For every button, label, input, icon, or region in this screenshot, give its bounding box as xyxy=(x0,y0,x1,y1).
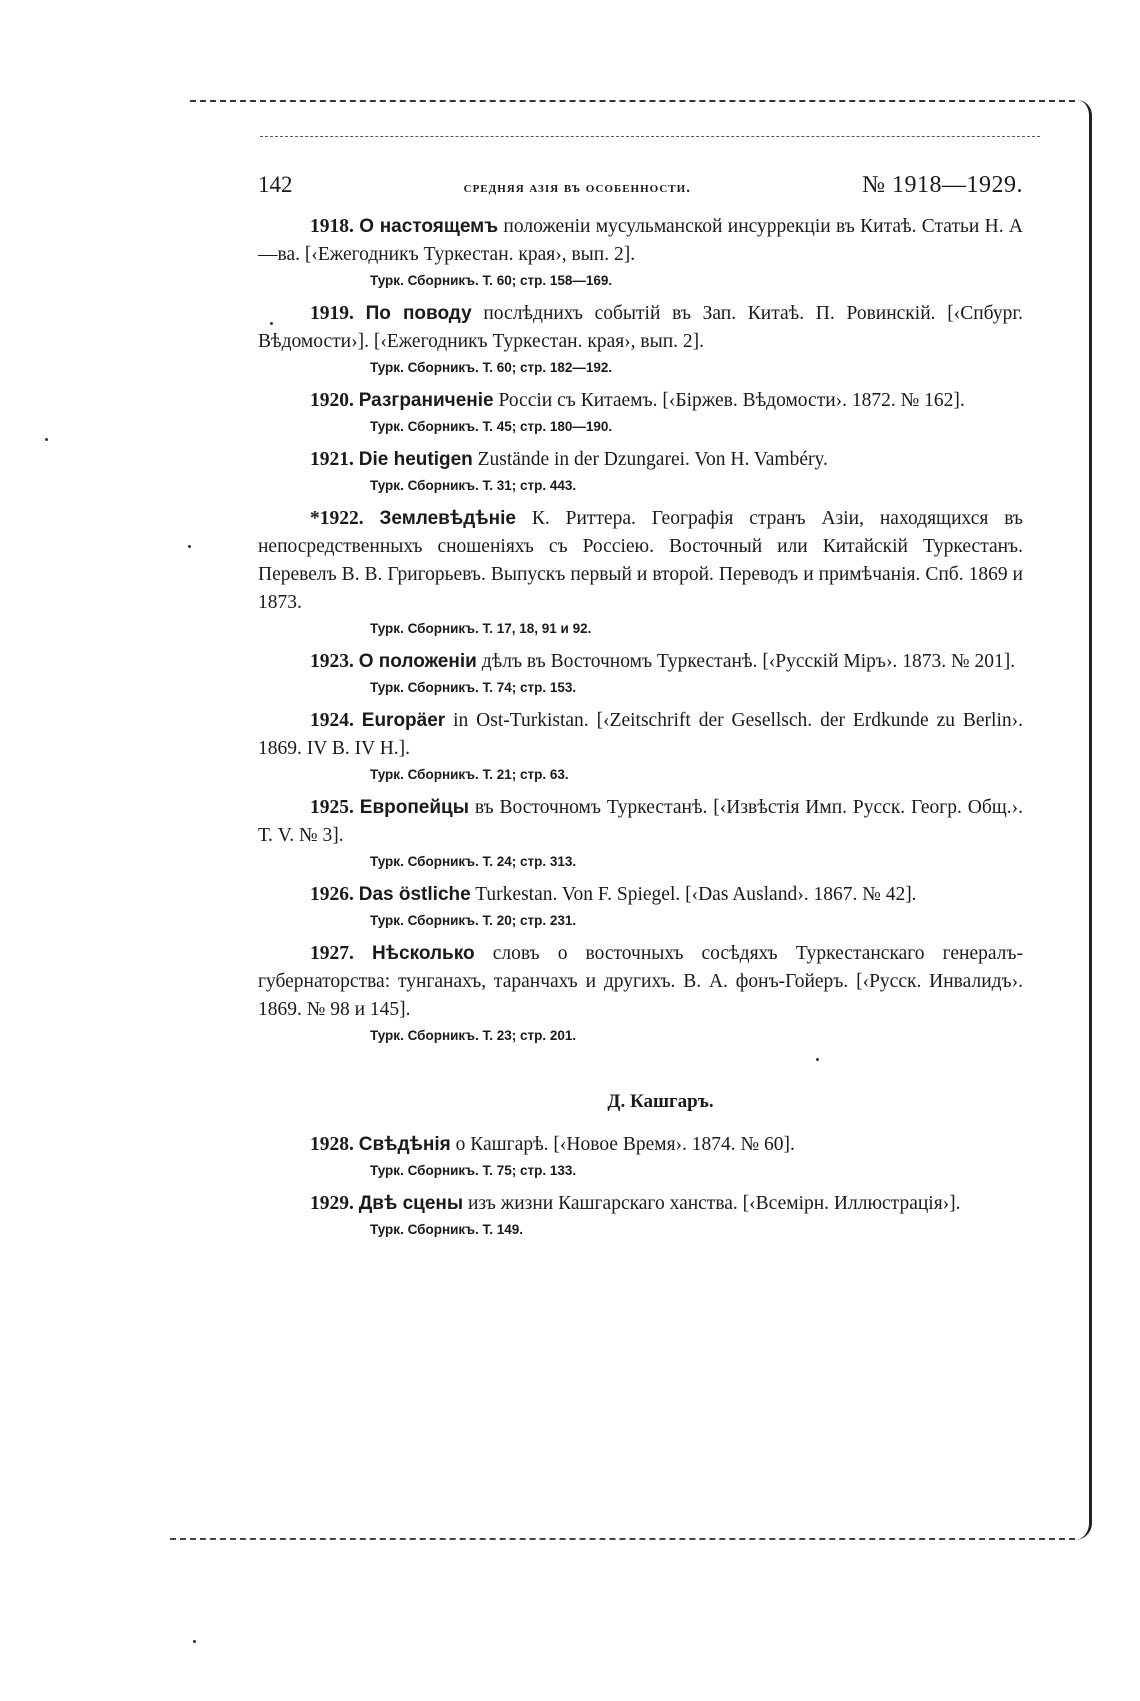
entry-body xyxy=(258,1190,1023,1218)
running-title: средняя азія въ особенности. xyxy=(463,180,691,196)
entry-text: Россіи съ Китаемъ. [‹Бiржев. Вѣдомости›. 1872. № 162]. xyxy=(493,390,965,411)
bibliography-entry xyxy=(258,446,1023,497)
entry-source: Турк. Сборникъ. Т. 74; стр. 153. xyxy=(370,680,577,695)
entry-body xyxy=(258,1131,1023,1159)
entry-source: Турк. Сборникъ. Т. 17, 18, 91 и 92. xyxy=(370,621,592,636)
entry-source: Турк. Сборникъ. Т. 20; стр. 231. xyxy=(370,913,577,928)
section-heading: Д. Кашгаръ. xyxy=(607,1091,714,1112)
entry-heading: О настоящемъ xyxy=(359,216,499,237)
entry-text: послѣднихъ событій въ Зап. Китаѣ. П. Ровинскій. [‹Спбург. Вѣдомости›]. [‹Ежегодникъ Туркестан. края›, вып. 2]. xyxy=(258,303,1023,352)
entry-number: 1924. xyxy=(310,710,354,731)
scan-speck xyxy=(193,1640,196,1643)
entry-source: Турк. Сборникъ. Т. 149. xyxy=(370,1222,524,1237)
entry-source: Турк. Сборникъ. Т. 45; стр. 180—190. xyxy=(370,419,613,434)
scan-border-right xyxy=(1075,100,1092,1540)
entry-source: Турк. Сборникъ. Т. 23; стр. 201. xyxy=(370,1028,577,1043)
entry-heading: Die heutigen xyxy=(358,449,473,470)
bibliography-entry xyxy=(258,648,1023,699)
bibliography-entry xyxy=(258,300,1023,379)
entry-body xyxy=(258,940,1023,1024)
entry-number: 1919. xyxy=(310,303,354,324)
entry-range: № 1918—1929. xyxy=(862,172,1023,198)
bibliography-entry xyxy=(258,1131,1023,1182)
entry-body xyxy=(258,648,1023,676)
entry-text: Turkestan. Von F. Spiegel. [‹Das Ausland›. 1867. № 42]. xyxy=(470,884,917,905)
entry-body xyxy=(258,300,1023,356)
entry-number: 1925. xyxy=(310,797,354,818)
entry-source: Турк. Сборникъ. Т. 60; стр. 158—169. xyxy=(370,273,613,288)
entry-text: К. Риттера. Географія странъ Азіи, находящихся въ непосредственныхъ сношеніяхъ съ Россіею. Восточный или Китайскій Туркестанъ. Перевелъ В. В. Григорьевъ. Выпускъ первый и второй. Переводъ и примѣчанія. Спб. 1869 и 1873. xyxy=(258,508,1024,613)
bibliography-entry xyxy=(258,387,1023,438)
entry-text: о Кашгарѣ. [‹Новое Время›. 1874. № 60]. xyxy=(450,1134,795,1155)
page-number: 142 xyxy=(258,172,293,197)
entry-heading: Europäer xyxy=(361,710,446,731)
entry-number: 1923. xyxy=(310,651,354,672)
scan-speck xyxy=(188,545,191,548)
entry-heading: Землевѣдѣніе xyxy=(379,508,516,529)
entry-number: 1918. xyxy=(310,216,354,237)
entry-text: дѣлъ въ Восточномъ Туркестанѣ. [‹Русскій Міръ›. 1873. № 201]. xyxy=(476,651,1016,672)
entry-text: въ Восточномъ Туркестанѣ. [‹Извѣстія Имп. Русск. Геогр. Общ.›. Т. V. № 3]. xyxy=(258,797,1024,846)
entry-source: Турк. Сборникъ. Т. 24; стр. 313. xyxy=(370,854,577,869)
entry-number: 1928. xyxy=(310,1134,354,1155)
entry-number: 1927. xyxy=(310,943,354,964)
book-page xyxy=(258,172,1023,1249)
entry-text: словъ о восточныхъ сосѣдяхъ Туркестанскаго генералъ-губернаторства: тунганахъ, таранчахъ и другихъ. В. А. фонъ-Гойеръ. [‹Русск. Инвалидъ›. 1869. № 98 и 145]. xyxy=(258,943,1023,1020)
bibliography-entry xyxy=(258,213,1023,292)
scan-speck xyxy=(45,438,48,441)
entry-number: 1926. xyxy=(310,884,354,905)
scan-border-top xyxy=(190,100,1075,102)
entry-source: Турк. Сборникъ. Т. 75; стр. 133. xyxy=(370,1163,577,1178)
entry-source: Турк. Сборникъ. Т. 21; стр. 63. xyxy=(370,767,569,782)
entry-body xyxy=(258,213,1023,269)
entry-source: Турк. Сборникъ. Т. 60; стр. 182—192. xyxy=(370,360,613,375)
entry-heading: Двѣ сцены xyxy=(358,1193,464,1214)
entry-text: изъ жизни Кашгарскаго ханства. [‹Всемірн. Иллюстрація›]. xyxy=(463,1193,961,1214)
running-header xyxy=(258,172,1023,199)
scan-border-bottom xyxy=(170,1538,1075,1540)
entry-heading: Нѣсколько xyxy=(371,943,475,964)
bibliography-entry xyxy=(258,707,1023,786)
bibliography-entry xyxy=(258,940,1023,1047)
entry-heading: О положеніи xyxy=(358,651,477,672)
entry-body xyxy=(258,707,1023,763)
bibliography-entry xyxy=(258,505,1023,640)
entry-body xyxy=(258,794,1023,850)
entry-heading: Разграниченіе xyxy=(358,390,494,411)
bibliography-entry xyxy=(258,881,1023,932)
bibliography-entry xyxy=(258,1190,1023,1241)
entry-number: 1921. xyxy=(310,449,354,470)
entry-number: 1929. xyxy=(310,1193,354,1214)
entry-number: *1922. xyxy=(310,508,364,529)
entry-body xyxy=(258,505,1023,617)
entry-heading: Европейцы xyxy=(359,797,469,818)
entry-text: in Ost-Turkistan. [‹Zeitschrift der Gesellsch. der Erdkunde zu Berlin›. 1869. IV B. IV H.]. xyxy=(258,710,1024,759)
entry-body xyxy=(258,881,1023,909)
entry-number: 1920. xyxy=(310,390,354,411)
entry-heading: Свѣдѣнія xyxy=(358,1134,451,1155)
section-bibliography-list xyxy=(258,1131,1023,1241)
bibliography-entry xyxy=(258,794,1023,873)
entry-text: положеніи мусульманской инсуррекціи въ Китаѣ. Статьи Н. А—ва. [‹Ежегодникъ Туркестан. края›, вып. 2]. xyxy=(258,216,1023,265)
entry-body xyxy=(258,387,1023,415)
entry-source: Турк. Сборникъ. Т. 31; стр. 443. xyxy=(370,478,577,493)
entry-text: Zustände in der Dzungarei. Von H. Vambéry. xyxy=(472,449,828,470)
entry-heading: Das östliche xyxy=(358,884,471,905)
bibliography-list xyxy=(258,213,1023,1047)
entry-heading: По поводу xyxy=(365,303,472,324)
scan-border-top-inner xyxy=(260,136,1040,137)
entry-body xyxy=(258,446,1023,474)
